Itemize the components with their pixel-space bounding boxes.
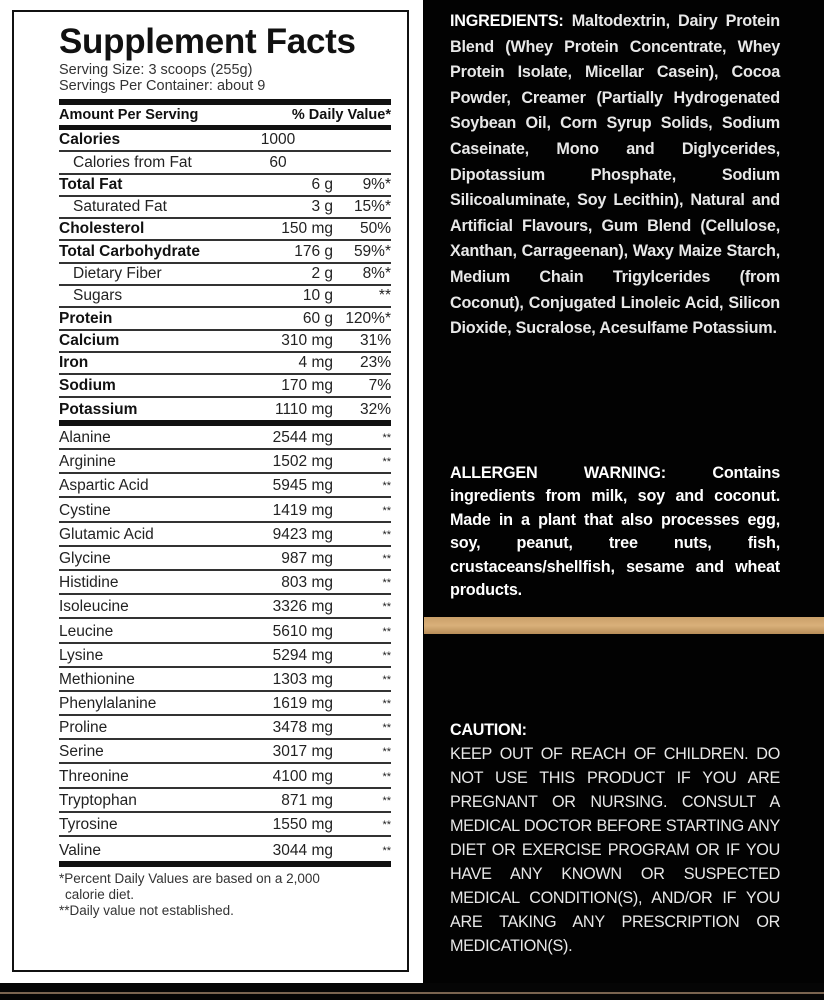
- bottom-trim-line: [0, 992, 824, 994]
- amino-row: Isoleucine 3326 mg **: [59, 595, 391, 619]
- amino-row: Lysine 5294 mg **: [59, 644, 391, 668]
- nutrient-table: [59, 130, 391, 420]
- amino-row: Alanine 2544 mg **: [59, 426, 391, 450]
- caution-label: CAUTION:: [450, 721, 527, 739]
- amino-row: Arginine 1502 mg **: [59, 450, 391, 474]
- caution-section: [450, 718, 780, 958]
- nutrient-row: Iron 4 mg 23%: [59, 353, 391, 375]
- ingredients-text: Maltodextrin, Dairy Protein Blend (Whey Protein Concentrate, Whey Protein Isolate, Micellar Casein), Cocoa Powder, Creamer (Partially Hydrogenated Soybean Oil, Corn Syrup Solids, Sodium Caseinate, Mono and Diglycerides, Dipotassium Phosphate, Sodium Silicoaluminate, Soy Lecithin), Natural and Artificial Flavours, Gum Blend (Cellulose, Xanthan, Carrageenan), Waxy Maize Starch, Medium Chain Trigylcerides (from Coconut), Conjugated Linoleic Acid, Silicon Dioxide, Sucralose, Acesulfame Potassium.: [450, 12, 780, 338]
- amino-row: Histidine 803 mg **: [59, 571, 391, 595]
- footnote-dv: *Percent Daily Values are based on a 2,000: [59, 871, 320, 887]
- nutrient-row: Cholesterol 150 mg 50%: [59, 219, 391, 241]
- label-text-panel: [424, 0, 824, 983]
- nutrient-row: Saturated Fat 3 g 15%*: [59, 197, 391, 219]
- facts-title: Supplement Facts: [59, 22, 356, 61]
- footnote-dv-cont: calorie diet.: [65, 887, 135, 903]
- amino-row: Tyrosine 1550 mg **: [59, 813, 391, 837]
- footnotes: [59, 871, 391, 919]
- amino-row: Glutamic Acid 9423 mg **: [59, 523, 391, 547]
- header-daily-value: % Daily Value*: [291, 107, 391, 123]
- supplement-facts-box: [12, 10, 409, 972]
- amino-row: Aspartic Acid 5945 mg **: [59, 474, 391, 498]
- amino-row: Leucine 5610 mg **: [59, 619, 391, 643]
- allergen-warning: ALLERGEN WARNING: Contains ingredients from milk, soy and coconut. Made in a plant that also processes egg, soy, peanut, tree nuts, fish, crustaceans/shellfish, sesame and wheat products.: [450, 464, 780, 600]
- gold-divider-bar: [424, 617, 824, 634]
- nutrient-row: Total Fat 6 g 9%*: [59, 175, 391, 197]
- amino-row: Phenylalanine 1619 mg **: [59, 692, 391, 716]
- nutrient-row: Calcium 310 mg 31%: [59, 331, 391, 353]
- amino-row: Tryptophan 871 mg **: [59, 789, 391, 813]
- nutrient-row: Potassium 1110 mg 32%: [59, 400, 391, 418]
- serving-size: Serving Size: 3 scoops (255g): [59, 62, 253, 78]
- amino-row: Serine 3017 mg **: [59, 740, 391, 764]
- nutrient-row: Protein 60 g 120%*: [59, 308, 391, 330]
- nutrient-row: Sodium 170 mg 7%: [59, 375, 391, 397]
- divider-thick: [59, 861, 391, 867]
- amino-row: Glycine 987 mg **: [59, 547, 391, 571]
- nutrient-row: Dietary Fiber 2 g 8%*: [59, 264, 391, 286]
- bottom-strip: [0, 983, 824, 1000]
- servings-per-container: Servings Per Container: about 9: [59, 78, 266, 94]
- ingredients-label: INGREDIENTS:: [450, 12, 564, 30]
- header-amount: Amount Per Serving: [59, 107, 199, 123]
- nutrient-row: Calories from Fat 60: [59, 152, 391, 174]
- amino-row: Proline 3478 mg **: [59, 716, 391, 740]
- amino-acid-table: [59, 426, 391, 861]
- ingredients-section: [450, 9, 780, 342]
- amino-row: Cystine 1419 mg **: [59, 498, 391, 522]
- amino-row: Threonine 4100 mg **: [59, 764, 391, 788]
- table-header: [59, 105, 391, 125]
- caution-text: KEEP OUT OF REACH OF CHILDREN. DO NOT USE THIS PRODUCT IF YOU ARE PREGNANT OR NURSING. CONSULT A MEDICAL DOCTOR BEFORE STARTING ANY DIET OR EXERCISE PROGRAM OR IF YOU HAVE ANY KNOWN OR SUSPECTED MEDICAL CONDITION(S), AND/OR IF YOU ARE TAKING ANY PRESCRIPTION OR MEDICATION(S).: [450, 745, 780, 955]
- amino-row: Valine 3044 mg **: [59, 842, 391, 860]
- nutrient-row: Calories 1000: [59, 130, 391, 152]
- footnote-not-established: **Daily value not established.: [59, 903, 234, 919]
- nutrient-row: Total Carbohydrate 176 g 59%*: [59, 241, 391, 263]
- nutrient-row: Sugars 10 g **: [59, 286, 391, 308]
- amino-row: Methionine 1303 mg **: [59, 668, 391, 692]
